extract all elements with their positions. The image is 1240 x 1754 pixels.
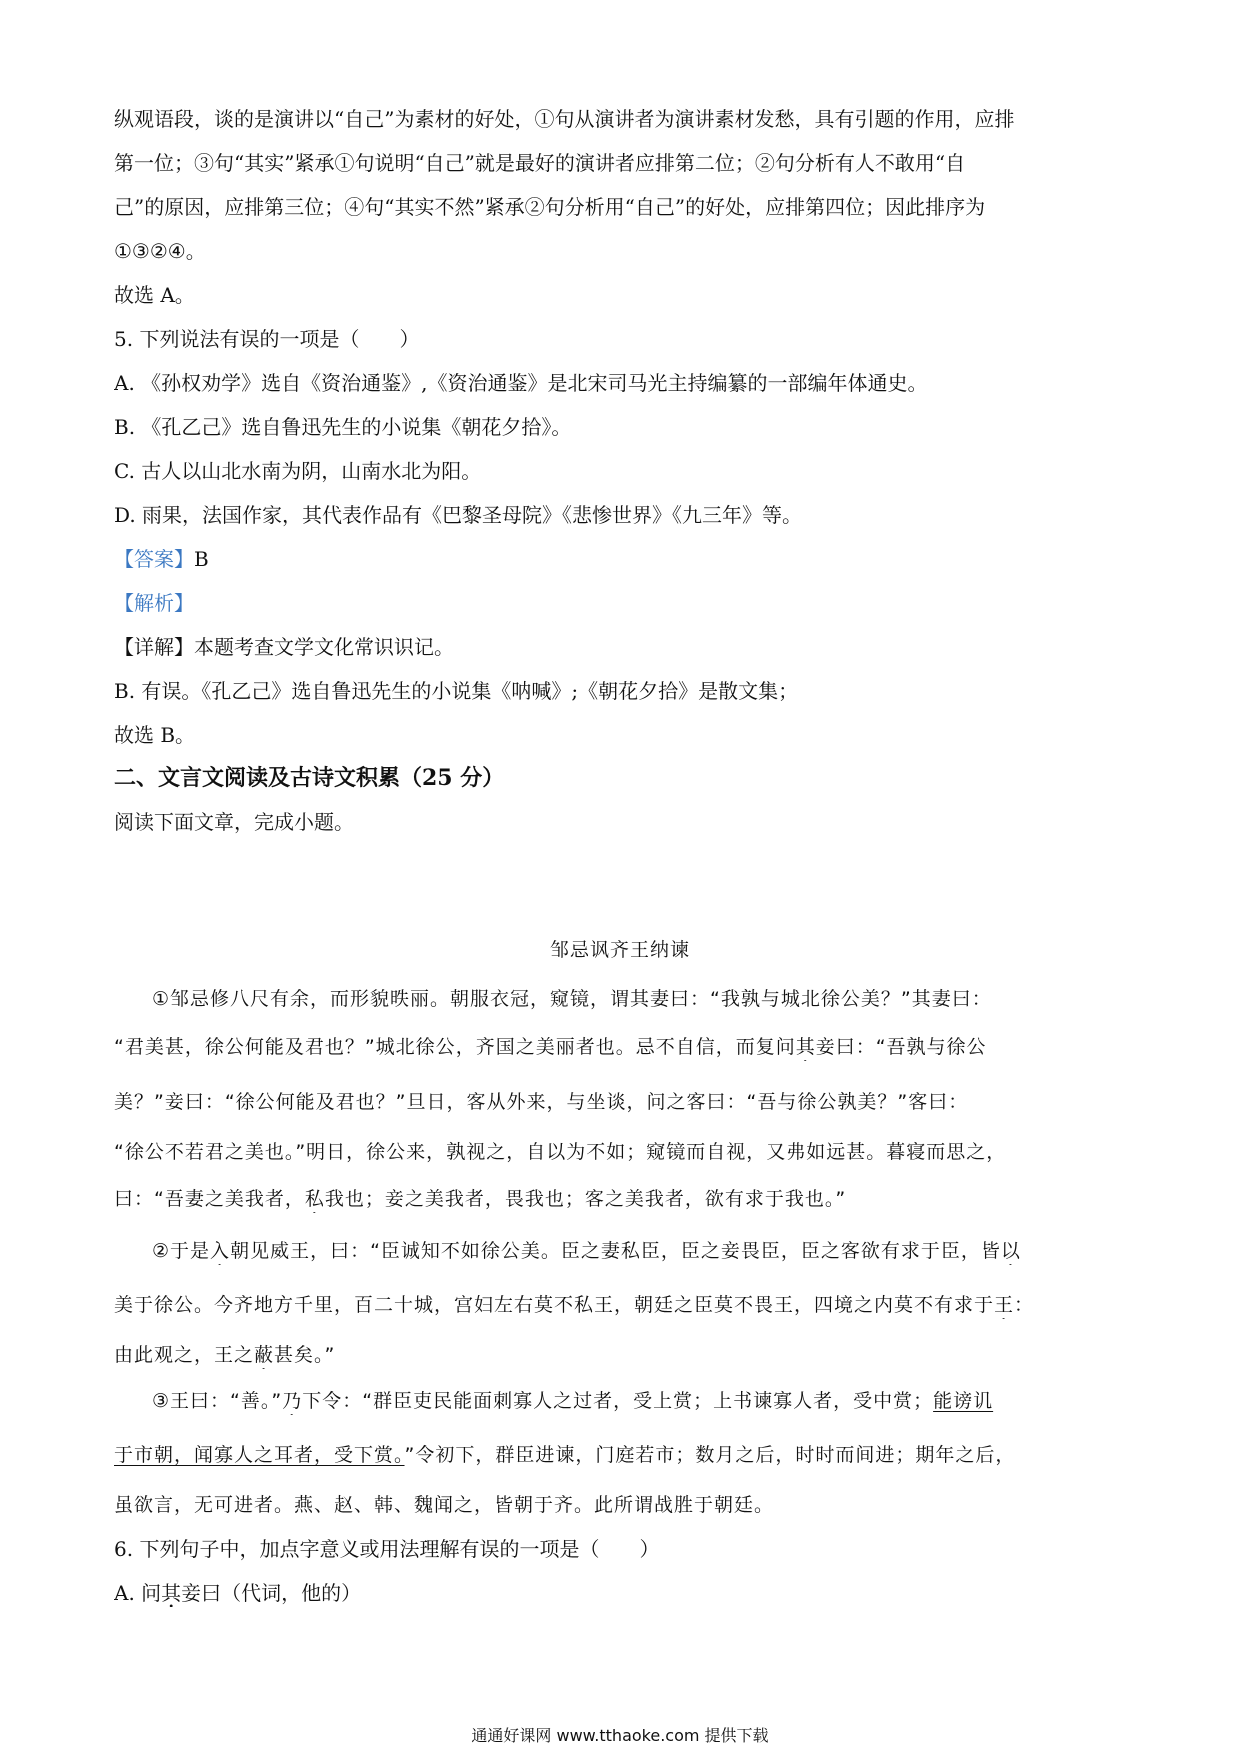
question-5-option-d: D. 雨果，法国作家，其代表作品有《巴黎圣母院》《悲惨世界》《九三年》等。 (114, 503, 803, 527)
question-6-option-a (114, 1579, 1124, 1607)
question-5-option-b: B. 《孔乙己》选自鲁迅先生的小说集《朝花夕拾》。 (114, 415, 572, 439)
text-run: 美于徐公。今齐地方千里，百二十城，宫妇左右莫不私王，朝廷之臣莫不畏王，四境之内莫不有求于 (114, 1294, 995, 1316)
passage-p1-line1: ①邹忌修八尺有余，而形貌昳丽。朝服衣冠，窥镜，谓其妻曰：“我孰与城北徐公美？”其妻曰： (152, 988, 992, 1010)
question-5-conclusion: 故选 B。 (114, 723, 196, 747)
analysis-tag: 【解析】 (114, 591, 194, 615)
underlined-sentence: 能谤讥 (933, 1390, 994, 1412)
passage-title: 邹忌讽齐王纳谏 (549, 939, 690, 961)
question-5-option-c: C. 古人以山北水南为阴，山南水北为阳。 (114, 459, 482, 483)
dotted-char: 蔽 (254, 1344, 275, 1366)
dotted-char: 入 (210, 1240, 231, 1262)
text-run: ： (1014, 1294, 1035, 1316)
text-run: ”令初下，群臣进谏，门庭若市；数月之后，时时而间进；期年之后， (404, 1444, 1016, 1466)
text-run: 妾曰（代词，他的） (181, 1581, 362, 1605)
passage-p2-line2 (114, 1291, 1124, 1319)
passage-p1-line2 (114, 1033, 1124, 1061)
text-run: A. 问 (114, 1581, 162, 1605)
reading-instruction: 阅读下面文章，完成小题。 (114, 810, 354, 834)
answer-value: B (194, 547, 209, 571)
text-run: 妾曰：“吾孰与徐公 (815, 1036, 987, 1058)
analysis-line-3: 己”的原因，应排第三位；④句“其实不然”紧承②句分析用“自己”的好处，应排第四位；因此排序为 (114, 195, 986, 219)
dotted-char: 其 (161, 1581, 182, 1605)
analysis-line-1: 纵观语段，谈的是演讲以“自己”为素材的好处，①句从演讲者为演讲素材发愁，具有引题的作用，应排 (114, 107, 1015, 131)
answer-tag: 【答案】 (114, 547, 194, 571)
passage-p2-line1 (152, 1237, 1124, 1265)
detail-line: 【详解】本题考查文学文化常识识记。 (114, 635, 454, 659)
analysis-line-2: 第一位；③句“其实”紧承①句说明“自己”就是最好的演讲者应排第二位；②句分析有人不敢用“自 (114, 151, 966, 175)
passage-p1-line5 (114, 1185, 1124, 1213)
passage-p2-line3 (114, 1341, 1124, 1369)
passage-p3-line1 (152, 1387, 1124, 1415)
dotted-char: 以 (1000, 1240, 1021, 1262)
dotted-char: 乃 (282, 1390, 303, 1412)
dotted-char: 其 (795, 1036, 816, 1058)
dotted-char: 王 (994, 1294, 1015, 1316)
underlined-sentence: 于市朝，闻寡人之耳者，受下赏。 (114, 1444, 405, 1466)
question-5-stem: 5. 下列说法有误的一项是（ ） (114, 327, 420, 351)
text-run: 朝见威王，曰：“臣诚知不如徐公美。臣之妻私臣，臣之妾畏臣，臣之客欲有求于臣，皆 (230, 1240, 1001, 1262)
footer-watermark: 通通好课网 www.tthaoke.com 提供下载 (471, 1726, 769, 1745)
answer-line (114, 545, 1124, 573)
text-run: 我也；妾之美我者，畏我也；客之美我者，欲有求于我也。” (324, 1188, 847, 1210)
text-run: ③王曰：“善。” (152, 1390, 283, 1412)
text-run: 甚矣。” (274, 1344, 336, 1366)
analysis-conclusion: 故选 A。 (114, 283, 195, 307)
text-run: “君美甚，徐公何能及君也？”城北徐公，齐国之美丽者也。忌不自信，而复问 (114, 1036, 796, 1058)
text-run: ②于是 (152, 1240, 211, 1262)
text-run: 由此观之，王之 (114, 1344, 255, 1366)
analysis-line-4: ①③②④。 (114, 239, 206, 263)
analysis-tag-line (114, 589, 1124, 617)
question-5-option-a: A. 《孙权劝学》选自《资治通鉴》,《资治通鉴》是北宋司马光主持编纂的一部编年体通史。 (114, 371, 928, 395)
passage-p1-line4: “徐公不若君之美也。”明日，徐公来，孰视之，自以为不如；窥镜而自视，又弗如远甚。暮寝而思之， (114, 1141, 1007, 1163)
passage-p3-line2 (114, 1441, 1124, 1469)
passage-p1-line3: 美？”妾曰：“徐公何能及君也？”旦日，客从外来，与坐谈，问之客曰：“吾与徐公孰美？”客曰： (114, 1091, 969, 1113)
text-run: 下令：“群臣吏民能面刺寡人之过者，受上赏；上书谏寡人者，受中赏； (302, 1390, 934, 1412)
explain-line: B. 有误。《孔乙己》选自鲁迅先生的小说集《呐喊》;《朝花夕拾》是散文集； (114, 679, 799, 703)
question-6-stem: 6. 下列句子中，加点字意义或用法理解有误的一项是（ ） (114, 1537, 660, 1561)
text-run: 曰：“吾妻之美我者， (114, 1188, 305, 1210)
passage-p3-line3: 虽欲言，无可进者。燕、赵、韩、魏闻之，皆朝于齐。此所谓战胜于朝廷。 (114, 1494, 775, 1516)
dotted-char: 私 (304, 1188, 325, 1210)
section-heading: 二、文言文阅读及古诗文积累（25 分） (114, 765, 505, 791)
